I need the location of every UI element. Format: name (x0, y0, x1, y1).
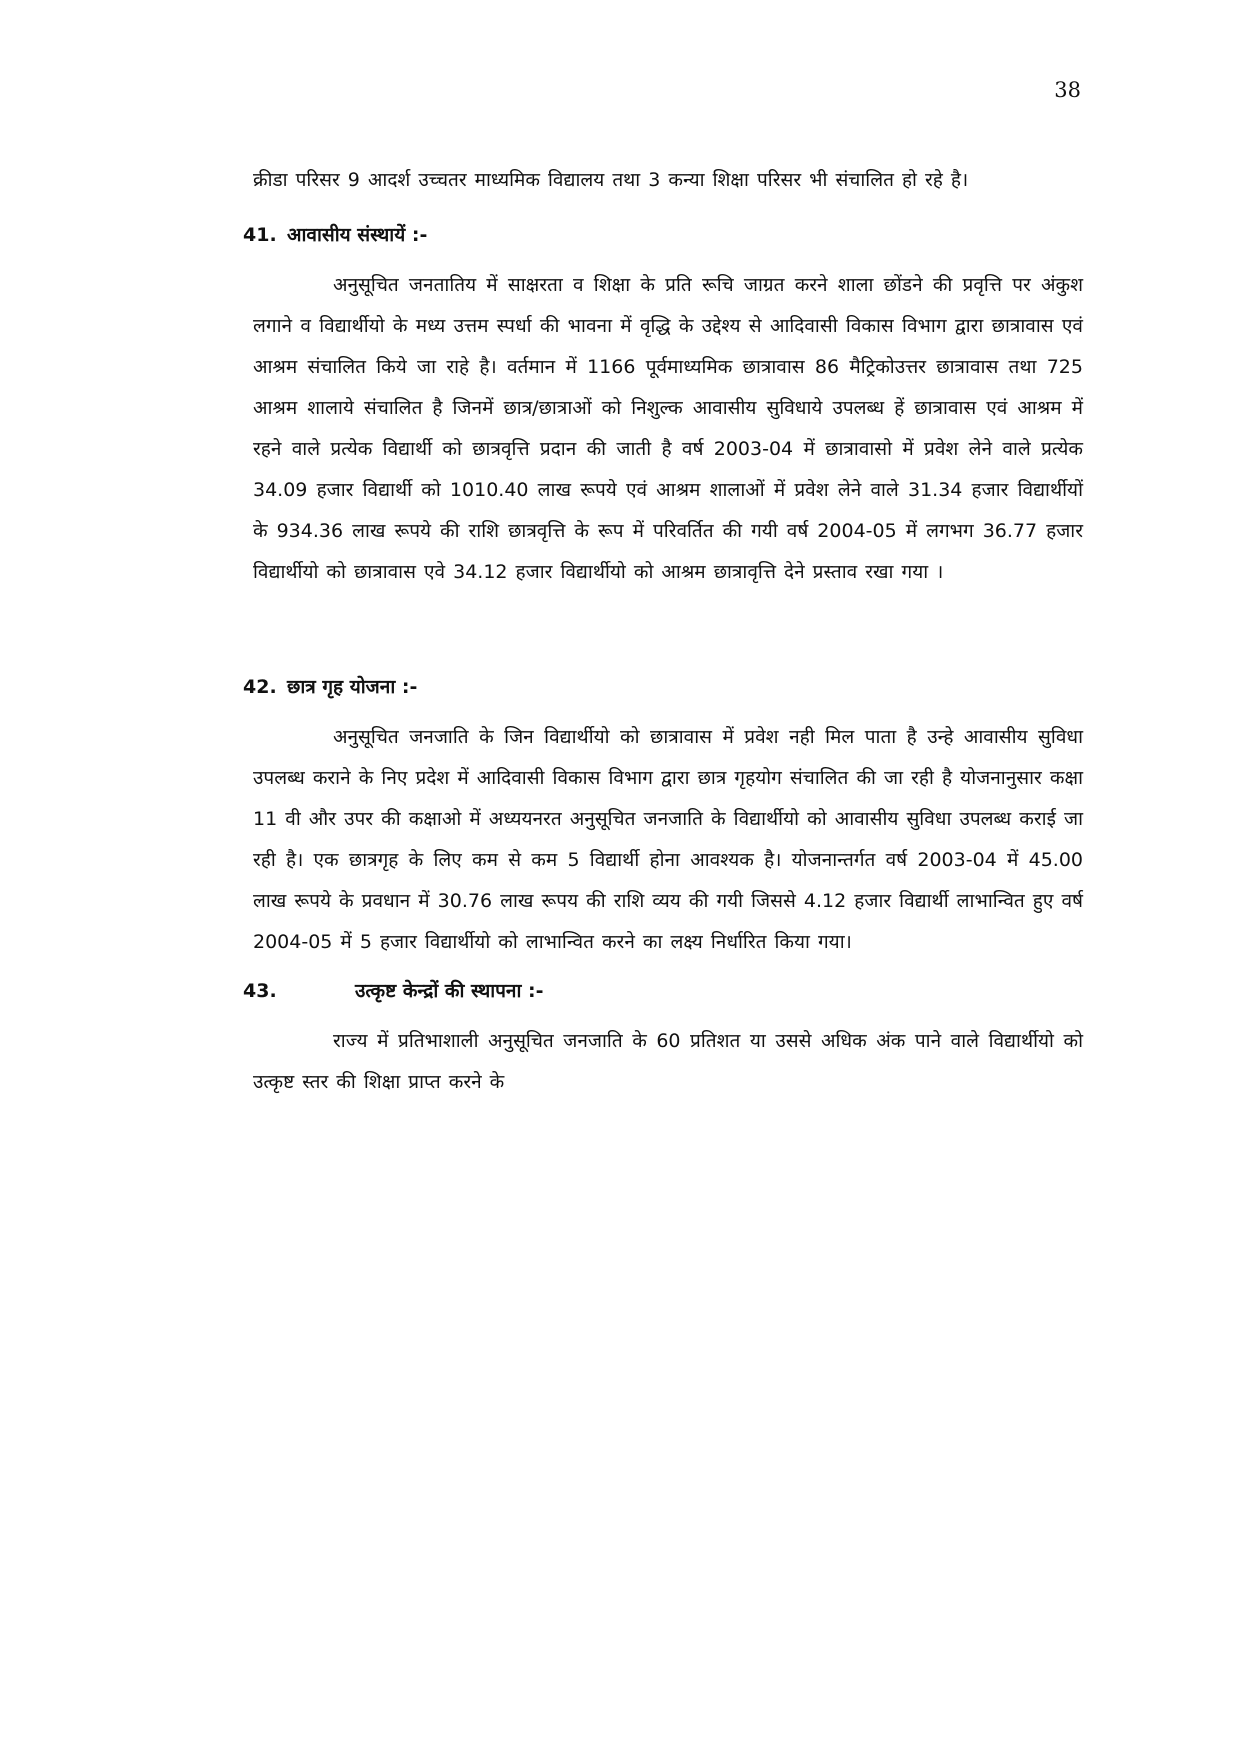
section-heading-41 (243, 215, 1073, 255)
section-title: उत्कृष्ट केन्द्रों की स्थापना :- (355, 980, 544, 1002)
document-body (243, 160, 1083, 1103)
section-number: 43. (243, 980, 277, 1002)
section-body-42: अनुसूचित जनजाति के जिन विद्यार्थीयो को छात्रावास में प्रवेश नही मिल पाता है उन्हे आवासीय सुविधा उपलब्ध कराने के निए प्रदेश में आदिवासी विकास विभाग द्वारा छात्र गृहयोग संचालित की जा रही है योजनानुसार कक्षा 11 वी और उपर की कक्षाओ में अध्ययनरत अनुसूचित जनजाति के विद्यार्थीयो को आवासीय सुविधा उपलब्ध कराई जा रही है। एक छात्रगृह के लिए कम से कम 5 विद्यार्थी होना आवश्यक है। योजनान्तर्गत वर्ष 2003-04 में 45.00 लाख रूपये के प्रवधान में 30.76 लाख रूपय की राशि व्यय की गयी जिससे 4.12 हजार विद्यार्थी लाभान्वित हुए वर्ष 2004-05 में 5 हजार विद्यार्थीयो को लाभान्वित करने का लक्ष्य निर्धारित किया गया। (253, 726, 1083, 953)
section-heading-42 (243, 667, 1073, 707)
intro-paragraph: क्रीडा परिसर 9 आदर्श उच्चतर माध्यमिक विद्यालय तथा 3 कन्या शिक्षा परिसर भी संचालित हो रहे है। (253, 169, 969, 191)
section-title: आवासीय संस्थायें :- (287, 224, 428, 246)
section-number: 42. (243, 676, 277, 698)
section-number: 41. (243, 224, 277, 246)
section-heading-43 (243, 971, 1073, 1011)
section-title: छात्र गृह योजना :- (287, 676, 418, 698)
section-body-41: अनुसूचित जनतातिय में साक्षरता व शिक्षा के प्रति रूचि जाग्रत करने शाला छोंडने की प्रवृत्ति पर अंकुश लगाने व विद्यार्थीयो के मध्य उत्तम स्पर्धा की भावना में वृद्धि के उद्देश्य से आदिवासी विकास विभाग द्वारा छात्रावास एवं आश्रम संचालित किये जा राहे है। वर्तमान में 1166 पूर्वमाध्यमिक छात्रावास 86 मैट्रिकोउत्तर छात्रावास तथा 725 आश्रम शालाये संचालित है जिनमें छात्र/छात्राओं को निशुल्क आवासीय सुविधाये उपलब्ध हें छात्रावास एवं आश्रम में रहने वाले प्रत्येक विद्यार्थी को छात्रवृत्ति प्रदान की जाती है वर्ष 2003-04 में छात्रावासो में प्रवेश लेने वाले प्रत्येक 34.09 हजार विद्यार्थी को 1010.40 लाख रूपये एवं आश्रम शालाओं में प्रवेश लेने वाले 31.34 हजार विद्यार्थीयों के 934.36 लाख रूपये की राशि छात्रवृत्ति के रूप में परिवर्तित की गयी वर्ष 2004-05 में लगभग 36.77 हजार विद्यार्थीयो को छात्रावास एवे 34.12 हजार विद्यार्थीयो को आश्रम छात्रावृत्ति देने प्रस्ताव रखा गया । (253, 274, 1083, 583)
section-body-43: राज्य में प्रतिभाशाली अनुसूचित जनजाति के 60 प्रतिशत या उससे अधिक अंक पाने वाले विद्यार्थीयो को उत्कृष्ट स्तर की शिक्षा प्राप्त करने के (253, 1030, 1083, 1093)
page-number: 38 (1054, 78, 1081, 102)
